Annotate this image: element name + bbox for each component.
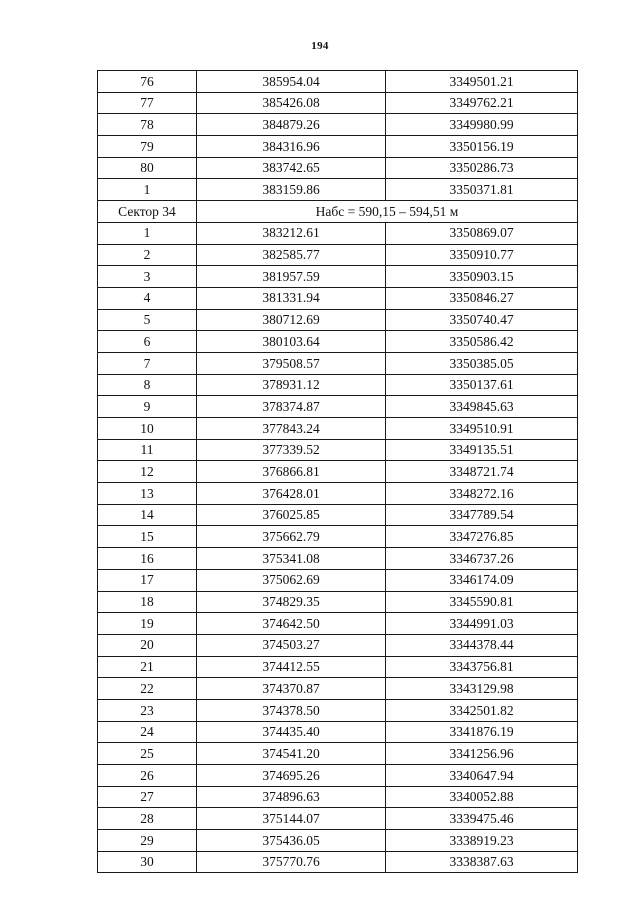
x-coordinate-cell: 383159.86 — [197, 179, 386, 201]
y-coordinate-cell: 3349510.91 — [386, 418, 578, 440]
x-coordinate-cell: 374829.35 — [197, 591, 386, 613]
y-coordinate-cell: 3349845.63 — [386, 396, 578, 418]
y-coordinate-cell: 3341256.96 — [386, 743, 578, 765]
x-coordinate-cell: 374642.50 — [197, 613, 386, 635]
x-coordinate-cell: 382585.77 — [197, 244, 386, 266]
table-row — [98, 765, 578, 787]
y-coordinate-cell: 3350137.61 — [386, 374, 578, 396]
sector-section — [98, 201, 578, 223]
point-number-cell: 27 — [98, 786, 197, 808]
point-number-cell: 11 — [98, 439, 197, 461]
y-coordinate-cell: 3349980.99 — [386, 114, 578, 136]
x-coordinate-cell: 384316.96 — [197, 136, 386, 158]
x-coordinate-cell: 374541.20 — [197, 743, 386, 765]
point-number-cell: 80 — [98, 157, 197, 179]
y-coordinate-cell: 3350586.42 — [386, 331, 578, 353]
table-row — [98, 114, 578, 136]
point-number-cell: 16 — [98, 548, 197, 570]
y-coordinate-cell: 3350740.47 — [386, 309, 578, 331]
x-coordinate-cell: 379508.57 — [197, 352, 386, 374]
x-coordinate-cell: 375062.69 — [197, 569, 386, 591]
x-coordinate-cell: 376866.81 — [197, 461, 386, 483]
point-number-cell: 22 — [98, 678, 197, 700]
table-row — [98, 287, 578, 309]
y-coordinate-cell: 3338919.23 — [386, 830, 578, 852]
point-number-cell: 17 — [98, 569, 197, 591]
y-coordinate-cell: 3339475.46 — [386, 808, 578, 830]
y-coordinate-cell: 3350846.27 — [386, 287, 578, 309]
x-coordinate-cell: 374503.27 — [197, 634, 386, 656]
point-number-cell: 5 — [98, 309, 197, 331]
x-coordinate-cell: 374370.87 — [197, 678, 386, 700]
x-coordinate-cell: 377339.52 — [197, 439, 386, 461]
table-row — [98, 830, 578, 852]
table-row — [98, 157, 578, 179]
y-coordinate-cell: 3349762.21 — [386, 92, 578, 114]
x-coordinate-cell: 380712.69 — [197, 309, 386, 331]
point-number-cell: 2 — [98, 244, 197, 266]
y-coordinate-cell: 3343129.98 — [386, 678, 578, 700]
point-number-cell: 21 — [98, 656, 197, 678]
point-number-cell: 77 — [98, 92, 197, 114]
table-row — [98, 266, 578, 288]
point-number-cell: 19 — [98, 613, 197, 635]
point-number-cell: 9 — [98, 396, 197, 418]
sector-row — [98, 201, 578, 223]
point-number-cell: 1 — [98, 179, 197, 201]
y-coordinate-cell: 3350903.15 — [386, 266, 578, 288]
table-row — [98, 396, 578, 418]
y-coordinate-cell: 3340052.88 — [386, 786, 578, 808]
point-number-cell: 28 — [98, 808, 197, 830]
y-coordinate-cell: 3346737.26 — [386, 548, 578, 570]
table-row — [98, 136, 578, 158]
table-row — [98, 222, 578, 244]
table-row — [98, 439, 578, 461]
table-row — [98, 851, 578, 873]
y-coordinate-cell: 3350385.05 — [386, 352, 578, 374]
y-coordinate-cell: 3345590.81 — [386, 591, 578, 613]
y-coordinate-cell: 3350910.77 — [386, 244, 578, 266]
point-number-cell: 78 — [98, 114, 197, 136]
x-coordinate-cell: 375144.07 — [197, 808, 386, 830]
x-coordinate-cell: 383212.61 — [197, 222, 386, 244]
table-row — [98, 613, 578, 635]
table-row — [98, 678, 578, 700]
x-coordinate-cell: 374435.40 — [197, 721, 386, 743]
x-coordinate-cell: 381331.94 — [197, 287, 386, 309]
x-coordinate-cell: 385426.08 — [197, 92, 386, 114]
x-coordinate-cell: 374695.26 — [197, 765, 386, 787]
x-coordinate-cell: 375436.05 — [197, 830, 386, 852]
point-number-cell: 8 — [98, 374, 197, 396]
point-number-cell: 7 — [98, 352, 197, 374]
table-row — [98, 634, 578, 656]
table-row — [98, 743, 578, 765]
point-number-cell: 12 — [98, 461, 197, 483]
y-coordinate-cell: 3347276.85 — [386, 526, 578, 548]
table-row — [98, 374, 578, 396]
table-row — [98, 179, 578, 201]
point-number-cell: 10 — [98, 418, 197, 440]
x-coordinate-cell: 383742.65 — [197, 157, 386, 179]
table-row — [98, 352, 578, 374]
point-number-cell: 1 — [98, 222, 197, 244]
table-row — [98, 548, 578, 570]
rows-before — [98, 71, 578, 201]
x-coordinate-cell: 377843.24 — [197, 418, 386, 440]
y-coordinate-cell: 3342501.82 — [386, 699, 578, 721]
point-number-cell: 15 — [98, 526, 197, 548]
y-coordinate-cell: 3344991.03 — [386, 613, 578, 635]
point-number-cell: 24 — [98, 721, 197, 743]
point-number-cell: 18 — [98, 591, 197, 613]
table-row — [98, 92, 578, 114]
rows-after — [98, 222, 578, 873]
x-coordinate-cell: 376428.01 — [197, 483, 386, 505]
table-row — [98, 461, 578, 483]
y-coordinate-cell: 3338387.63 — [386, 851, 578, 873]
point-number-cell: 23 — [98, 699, 197, 721]
x-coordinate-cell: 378374.87 — [197, 396, 386, 418]
point-number-cell: 79 — [98, 136, 197, 158]
y-coordinate-cell: 3349135.51 — [386, 439, 578, 461]
table-row — [98, 504, 578, 526]
x-coordinate-cell: 375341.08 — [197, 548, 386, 570]
x-coordinate-cell: 376025.85 — [197, 504, 386, 526]
y-coordinate-cell: 3350156.19 — [386, 136, 578, 158]
point-number-cell: 29 — [98, 830, 197, 852]
x-coordinate-cell: 374896.63 — [197, 786, 386, 808]
table-row — [98, 483, 578, 505]
point-number-cell: 13 — [98, 483, 197, 505]
y-coordinate-cell: 3348272.16 — [386, 483, 578, 505]
point-number-cell: 26 — [98, 765, 197, 787]
table-row — [98, 418, 578, 440]
y-coordinate-cell: 3343756.81 — [386, 656, 578, 678]
table-row — [98, 786, 578, 808]
sector-height: Набс = 590,15 – 594,51 м — [197, 201, 578, 223]
point-number-cell: 25 — [98, 743, 197, 765]
y-coordinate-cell: 3350869.07 — [386, 222, 578, 244]
sector-label: Сектор 34 — [98, 201, 197, 223]
x-coordinate-cell: 374412.55 — [197, 656, 386, 678]
x-coordinate-cell: 378931.12 — [197, 374, 386, 396]
y-coordinate-cell: 3350286.73 — [386, 157, 578, 179]
x-coordinate-cell: 385954.04 — [197, 71, 386, 93]
y-coordinate-cell: 3348721.74 — [386, 461, 578, 483]
point-number-cell: 4 — [98, 287, 197, 309]
point-number-cell: 6 — [98, 331, 197, 353]
table-row — [98, 526, 578, 548]
table-row — [98, 808, 578, 830]
table-row — [98, 244, 578, 266]
y-coordinate-cell: 3346174.09 — [386, 569, 578, 591]
table-row — [98, 309, 578, 331]
point-number-cell: 20 — [98, 634, 197, 656]
y-coordinate-cell: 3349501.21 — [386, 71, 578, 93]
x-coordinate-cell: 375662.79 — [197, 526, 386, 548]
point-number-cell: 76 — [98, 71, 197, 93]
table-row — [98, 591, 578, 613]
point-number-cell: 30 — [98, 851, 197, 873]
point-number-cell: 3 — [98, 266, 197, 288]
table-row — [98, 331, 578, 353]
x-coordinate-cell: 380103.64 — [197, 331, 386, 353]
x-coordinate-cell: 375770.76 — [197, 851, 386, 873]
table-row — [98, 699, 578, 721]
x-coordinate-cell: 381957.59 — [197, 266, 386, 288]
table-row — [98, 71, 578, 93]
point-number-cell: 14 — [98, 504, 197, 526]
y-coordinate-cell: 3340647.94 — [386, 765, 578, 787]
y-coordinate-cell: 3347789.54 — [386, 504, 578, 526]
coordinates-table — [97, 70, 578, 873]
table-row — [98, 721, 578, 743]
y-coordinate-cell: 3344378.44 — [386, 634, 578, 656]
x-coordinate-cell: 374378.50 — [197, 699, 386, 721]
table-row — [98, 569, 578, 591]
table-row — [98, 656, 578, 678]
y-coordinate-cell: 3341876.19 — [386, 721, 578, 743]
x-coordinate-cell: 384879.26 — [197, 114, 386, 136]
y-coordinate-cell: 3350371.81 — [386, 179, 578, 201]
page-number: 194 — [311, 40, 329, 52]
